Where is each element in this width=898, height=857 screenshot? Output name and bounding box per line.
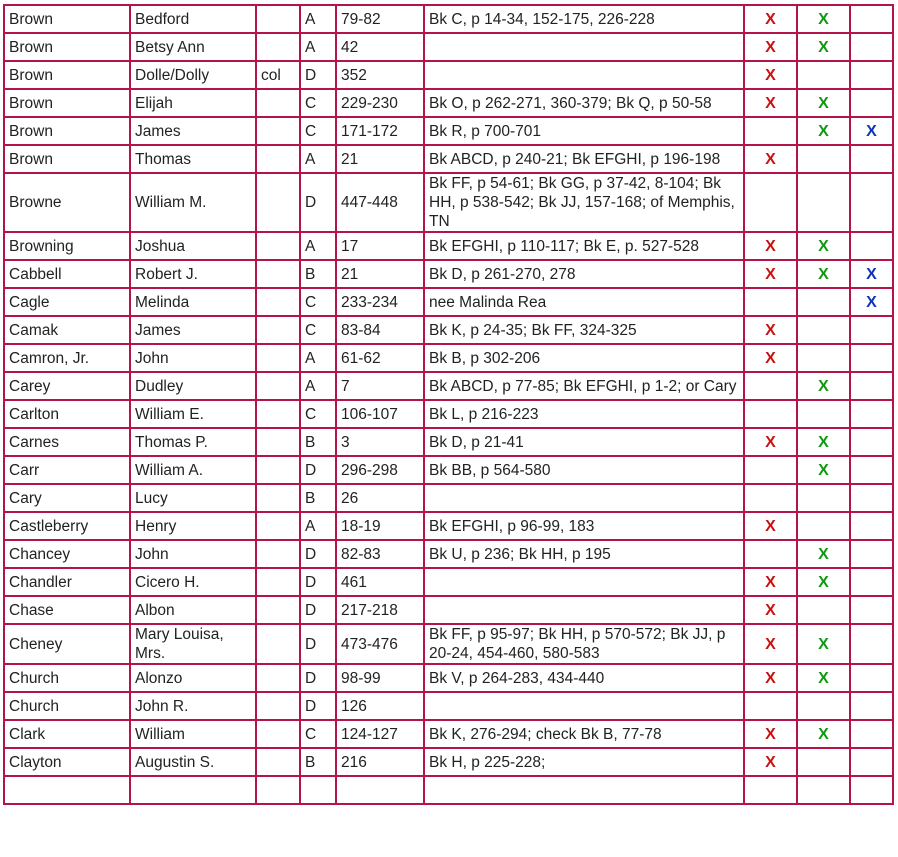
volume-cell: C [300,117,336,145]
first-name-cell: Joshua [130,232,256,260]
first-name-cell: Melinda [130,288,256,316]
blue-mark-cell [850,232,893,260]
note-cell [256,145,300,173]
blue-mark-cell [850,173,893,232]
pages-cell: 21 [336,260,424,288]
last-name-cell: Carr [4,456,130,484]
table-row [4,720,893,748]
red-mark-cell: X [744,428,797,456]
first-name-cell [130,776,256,804]
reference-cell [424,692,744,720]
last-name-cell: Carey [4,372,130,400]
first-name-cell: James [130,316,256,344]
volume-cell: A [300,344,336,372]
first-name-cell: Elijah [130,89,256,117]
green-mark-cell: X [797,117,850,145]
green-mark-cell: X [797,664,850,692]
blue-mark-cell [850,624,893,664]
last-name-cell: Chancey [4,540,130,568]
red-mark-cell [744,117,797,145]
last-name-cell: Church [4,664,130,692]
last-name-cell: Cagle [4,288,130,316]
volume-cell: A [300,372,336,400]
first-name-cell: William M. [130,173,256,232]
records-table [3,4,894,805]
blue-mark-cell: X [850,117,893,145]
red-mark-cell [744,456,797,484]
table-row [4,344,893,372]
blue-mark-cell [850,344,893,372]
last-name-cell: Brown [4,89,130,117]
red-mark-cell: X [744,5,797,33]
first-name-cell: William [130,720,256,748]
reference-cell: Bk K, p 24-35; Bk FF, 324-325 [424,316,744,344]
note-cell [256,316,300,344]
volume-cell: D [300,540,336,568]
last-name-cell: Chase [4,596,130,624]
green-mark-cell: X [797,33,850,61]
note-cell [256,664,300,692]
note-cell [256,748,300,776]
blue-mark-cell [850,316,893,344]
blue-mark-cell [850,89,893,117]
table-row [4,748,893,776]
note-cell [256,33,300,61]
red-mark-cell: X [744,664,797,692]
reference-cell [424,33,744,61]
pages-cell: 82-83 [336,540,424,568]
reference-cell: Bk B, p 302-206 [424,344,744,372]
note-cell: col [256,61,300,89]
table-row [4,596,893,624]
reference-cell [424,596,744,624]
table-row [4,776,893,804]
first-name-cell: Thomas [130,145,256,173]
first-name-cell: Betsy Ann [130,33,256,61]
pages-cell: 233-234 [336,288,424,316]
green-mark-cell [797,173,850,232]
volume-cell: B [300,260,336,288]
first-name-cell: John R. [130,692,256,720]
green-mark-cell: X [797,456,850,484]
green-mark-cell: X [797,540,850,568]
reference-cell: Bk D, p 261-270, 278 [424,260,744,288]
volume-cell: A [300,232,336,260]
last-name-cell: Brown [4,5,130,33]
reference-cell: Bk BB, p 564-580 [424,456,744,484]
table-row [4,372,893,400]
green-mark-cell: X [797,260,850,288]
table-row [4,117,893,145]
records-table-body [4,5,893,804]
reference-cell: Bk C, p 14-34, 152-175, 226-228 [424,5,744,33]
volume-cell: A [300,33,336,61]
table-row [4,568,893,596]
pages-cell: 296-298 [336,456,424,484]
volume-cell: D [300,61,336,89]
reference-cell: Bk L, p 216-223 [424,400,744,428]
green-mark-cell: X [797,624,850,664]
volume-cell: C [300,720,336,748]
first-name-cell: Alonzo [130,664,256,692]
blue-mark-cell [850,484,893,512]
volume-cell [300,776,336,804]
red-mark-cell: X [744,568,797,596]
red-mark-cell: X [744,145,797,173]
volume-cell: C [300,288,336,316]
red-mark-cell: X [744,748,797,776]
red-mark-cell [744,173,797,232]
green-mark-cell [797,484,850,512]
table-row [4,288,893,316]
table-row [4,456,893,484]
note-cell [256,692,300,720]
last-name-cell: Browning [4,232,130,260]
volume-cell: D [300,692,336,720]
pages-cell: 7 [336,372,424,400]
reference-cell: Bk V, p 264-283, 434-440 [424,664,744,692]
last-name-cell: Castleberry [4,512,130,540]
green-mark-cell: X [797,428,850,456]
first-name-cell: Robert J. [130,260,256,288]
reference-cell: Bk O, p 262-271, 360-379; Bk Q, p 50-58 [424,89,744,117]
volume-cell: D [300,568,336,596]
blue-mark-cell: X [850,288,893,316]
note-cell [256,400,300,428]
last-name-cell: Cheney [4,624,130,664]
volume-cell: B [300,484,336,512]
blue-mark-cell [850,568,893,596]
pages-cell: 3 [336,428,424,456]
table-row [4,664,893,692]
red-mark-cell [744,400,797,428]
note-cell [256,540,300,568]
volume-cell: D [300,596,336,624]
blue-mark-cell [850,596,893,624]
green-mark-cell: X [797,720,850,748]
reference-cell: Bk EFGHI, p 110-117; Bk E, p. 527-528 [424,232,744,260]
volume-cell: D [300,456,336,484]
red-mark-cell [744,540,797,568]
red-mark-cell: X [744,512,797,540]
table-row [4,540,893,568]
blue-mark-cell [850,540,893,568]
green-mark-cell [797,748,850,776]
blue-mark-cell [850,512,893,540]
blue-mark-cell [850,748,893,776]
volume-cell: A [300,5,336,33]
green-mark-cell [797,776,850,804]
reference-cell [424,776,744,804]
first-name-cell: Albon [130,596,256,624]
red-mark-cell: X [744,61,797,89]
note-cell [256,512,300,540]
volume-cell: A [300,512,336,540]
pages-cell: 473-476 [336,624,424,664]
green-mark-cell [797,288,850,316]
table-row [4,484,893,512]
note-cell [256,372,300,400]
blue-mark-cell [850,692,893,720]
pages-cell: 106-107 [336,400,424,428]
table-row [4,428,893,456]
note-cell [256,344,300,372]
blue-mark-cell [850,664,893,692]
blue-mark-cell [850,776,893,804]
pages-cell: 79-82 [336,5,424,33]
pages-cell: 124-127 [336,720,424,748]
reference-cell [424,484,744,512]
table-row [4,145,893,173]
pages-cell: 461 [336,568,424,596]
green-mark-cell: X [797,372,850,400]
table-row [4,316,893,344]
red-mark-cell: X [744,596,797,624]
blue-mark-cell [850,720,893,748]
reference-cell: nee Malinda Rea [424,288,744,316]
first-name-cell: Mary Louisa, Mrs. [130,624,256,664]
volume-cell: C [300,400,336,428]
blue-mark-cell [850,428,893,456]
pages-cell: 26 [336,484,424,512]
table-row [4,5,893,33]
table-row [4,89,893,117]
last-name-cell: Brown [4,117,130,145]
note-cell [256,596,300,624]
table-row [4,33,893,61]
blue-mark-cell [850,456,893,484]
last-name-cell: Cary [4,484,130,512]
last-name-cell: Chandler [4,568,130,596]
note-cell [256,232,300,260]
pages-cell: 217-218 [336,596,424,624]
reference-cell: Bk D, p 21-41 [424,428,744,456]
blue-mark-cell [850,5,893,33]
green-mark-cell: X [797,232,850,260]
reference-cell: Bk EFGHI, p 96-99, 183 [424,512,744,540]
pages-cell: 17 [336,232,424,260]
last-name-cell: Camron, Jr. [4,344,130,372]
blue-mark-cell [850,33,893,61]
red-mark-cell: X [744,344,797,372]
table-row [4,173,893,232]
first-name-cell: William A. [130,456,256,484]
reference-cell: Bk FF, p 95-97; Bk HH, p 570-572; Bk JJ, p 20-24, 454-460, 580-583 [424,624,744,664]
pages-cell: 83-84 [336,316,424,344]
reference-cell: Bk ABCD, p 77-85; Bk EFGHI, p 1-2; or Cary [424,372,744,400]
red-mark-cell [744,776,797,804]
note-cell [256,173,300,232]
green-mark-cell [797,692,850,720]
first-name-cell: Henry [130,512,256,540]
volume-cell: B [300,748,336,776]
red-mark-cell: X [744,89,797,117]
pages-cell: 18-19 [336,512,424,540]
note-cell [256,117,300,145]
red-mark-cell: X [744,260,797,288]
last-name-cell: Brown [4,145,130,173]
note-cell [256,288,300,316]
note-cell [256,484,300,512]
first-name-cell: Dudley [130,372,256,400]
green-mark-cell: X [797,568,850,596]
volume-cell: D [300,624,336,664]
reference-cell: Bk H, p 225-228; [424,748,744,776]
first-name-cell: John [130,540,256,568]
volume-cell: C [300,316,336,344]
note-cell [256,720,300,748]
note-cell [256,456,300,484]
note-cell [256,5,300,33]
volume-cell: B [300,428,336,456]
red-mark-cell: X [744,33,797,61]
first-name-cell: Dolle/Dolly [130,61,256,89]
green-mark-cell [797,61,850,89]
volume-cell: A [300,145,336,173]
red-mark-cell: X [744,232,797,260]
last-name-cell: Camak [4,316,130,344]
reference-cell: Bk U, p 236; Bk HH, p 195 [424,540,744,568]
reference-cell [424,568,744,596]
table-row [4,232,893,260]
reference-cell: Bk FF, p 54-61; Bk GG, p 37-42, 8-104; Bk HH, p 538-542; Bk JJ, 157-168; of Memphis, TN [424,173,744,232]
note-cell [256,89,300,117]
green-mark-cell [797,512,850,540]
note-cell [256,428,300,456]
blue-mark-cell: X [850,260,893,288]
first-name-cell: John [130,344,256,372]
red-mark-cell: X [744,624,797,664]
green-mark-cell: X [797,89,850,117]
table-row [4,624,893,664]
first-name-cell: James [130,117,256,145]
pages-cell: 229-230 [336,89,424,117]
red-mark-cell: X [744,720,797,748]
last-name-cell [4,776,130,804]
first-name-cell: Augustin S. [130,748,256,776]
last-name-cell: Church [4,692,130,720]
blue-mark-cell [850,400,893,428]
red-mark-cell [744,692,797,720]
last-name-cell: Clark [4,720,130,748]
first-name-cell: William E. [130,400,256,428]
last-name-cell: Browne [4,173,130,232]
first-name-cell: Cicero H. [130,568,256,596]
volume-cell: C [300,89,336,117]
last-name-cell: Brown [4,61,130,89]
note-cell [256,624,300,664]
pages-cell: 42 [336,33,424,61]
green-mark-cell: X [797,5,850,33]
pages-cell: 447-448 [336,173,424,232]
green-mark-cell [797,400,850,428]
pages-cell: 126 [336,692,424,720]
green-mark-cell [797,145,850,173]
green-mark-cell [797,596,850,624]
pages-cell: 61-62 [336,344,424,372]
last-name-cell: Carnes [4,428,130,456]
table-row [4,61,893,89]
reference-cell: Bk ABCD, p 240-21; Bk EFGHI, p 196-198 [424,145,744,173]
last-name-cell: Brown [4,33,130,61]
last-name-cell: Cabbell [4,260,130,288]
note-cell [256,260,300,288]
note-cell [256,568,300,596]
reference-cell: Bk K, 276-294; check Bk B, 77-78 [424,720,744,748]
table-row [4,400,893,428]
volume-cell: D [300,173,336,232]
first-name-cell: Thomas P. [130,428,256,456]
table-row [4,692,893,720]
first-name-cell: Bedford [130,5,256,33]
red-mark-cell [744,372,797,400]
blue-mark-cell [850,61,893,89]
green-mark-cell [797,344,850,372]
pages-cell: 352 [336,61,424,89]
reference-cell [424,61,744,89]
table-row [4,512,893,540]
blue-mark-cell [850,145,893,173]
pages-cell: 216 [336,748,424,776]
first-name-cell: Lucy [130,484,256,512]
reference-cell: Bk R, p 700-701 [424,117,744,145]
red-mark-cell [744,288,797,316]
red-mark-cell: X [744,316,797,344]
pages-cell: 98-99 [336,664,424,692]
last-name-cell: Clayton [4,748,130,776]
pages-cell [336,776,424,804]
pages-cell: 171-172 [336,117,424,145]
last-name-cell: Carlton [4,400,130,428]
red-mark-cell [744,484,797,512]
blue-mark-cell [850,372,893,400]
green-mark-cell [797,316,850,344]
pages-cell: 21 [336,145,424,173]
volume-cell: D [300,664,336,692]
table-row [4,260,893,288]
note-cell [256,776,300,804]
